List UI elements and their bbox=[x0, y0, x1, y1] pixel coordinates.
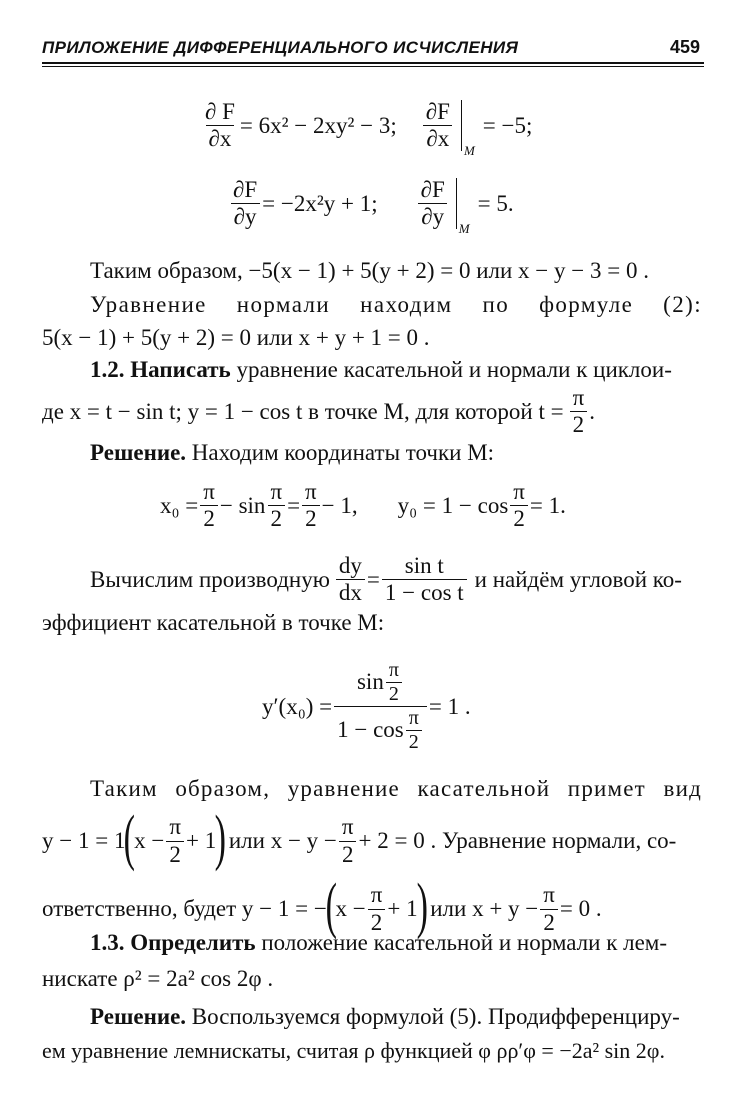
equation-dF-dy: $\frac{\partial F}{\partial y}$ = −2x²y + 1; $\frac{\partial F}{\partial y}$ M = 5 . bbox=[228, 178, 514, 229]
page-number: 459 bbox=[669, 37, 700, 57]
text-line: Таким образом, −5(x − 1) + 5(y + 2) = 0 или x − y − 3 = 0 . bbox=[90, 258, 649, 283]
solution-1-2: Решение. Находим координаты точки M: bbox=[90, 440, 495, 465]
solution-1-3: Решение. Воспользуемся формулой (5). Продифференциру- bbox=[90, 1004, 680, 1029]
equation-dF-dx: $\frac{\partial F}{\partial x}$ = 6x² − 2xy² − 3; $\frac{\partial F}{\partial x}$ M = −5 ; bbox=[205, 99, 533, 159]
text-line: нискате ρ² = 2a² cos 2φ . bbox=[42, 966, 274, 991]
text-line: эффициент касательной в точке M: bbox=[42, 610, 385, 635]
problem-1-2: 1.2. Написать уравнение касательной и нормали к циклои- bbox=[90, 357, 672, 382]
equation-normal: ответственно, будет y − 1 = − ( x − $\frac{\pi}{2}$ + 1 ) или x + y − $\frac{\pi}{2}$ = 0 . bbox=[42, 872, 602, 940]
equation-y-prime: y′(x₀) = sin $\frac{\pi}{2}$ 1 − cos $\frac{\pi}{2}$ = 1 . bbox=[262, 659, 471, 753]
text-line-cycloid: де x = t − sin t; y = 1 − cos t в точке M, для которой t = $\frac{\pi}{2}$ . bbox=[42, 385, 595, 438]
header-rule bbox=[42, 66, 704, 67]
text-line: ем уравнение лемнискаты, считая ρ функцией φ ρρ′φ = −2a² sin 2φ. bbox=[42, 1038, 665, 1063]
equation-tangent: y − 1 = 1 ( x − $\frac{\pi}{2}$ + 1 ) или x − y − $\frac{\pi}{2}$ + 2 = 0 . Уравнение нормали, со- bbox=[42, 804, 677, 872]
text-line-derivative: Вычислим производную $\frac{dy}{dx}$ = $\frac{\text{sin t}}{\text{1 − cos t}}$ и найдём угловой ко- bbox=[90, 553, 682, 606]
running-header bbox=[42, 36, 704, 64]
text-line: Уравнение нормали находим по формуле (2): bbox=[90, 292, 702, 317]
text-line: 5(x − 1) + 5(y + 2) = 0 или x + y + 1 = 0 . bbox=[42, 325, 430, 350]
text-line: Таким образом, уравнение касательной примет вид bbox=[90, 776, 702, 801]
header-title: ПРИЛОЖЕНИЕ ДИФФЕРЕНЦИАЛЬНОГО ИСЧИСЛЕНИЯ bbox=[42, 38, 519, 57]
equation-x0-y0: x₀ = $\frac{\pi}{2}$ − sin $\frac{\pi}{2}$ = $\frac{\pi}{2}$ − 1, y₀ = 1 − cos $\frac{\pi}{2}$ = 1. bbox=[160, 479, 566, 532]
problem-1-3: 1.3. Определить положение касательной и нормали к лем- bbox=[90, 930, 668, 955]
